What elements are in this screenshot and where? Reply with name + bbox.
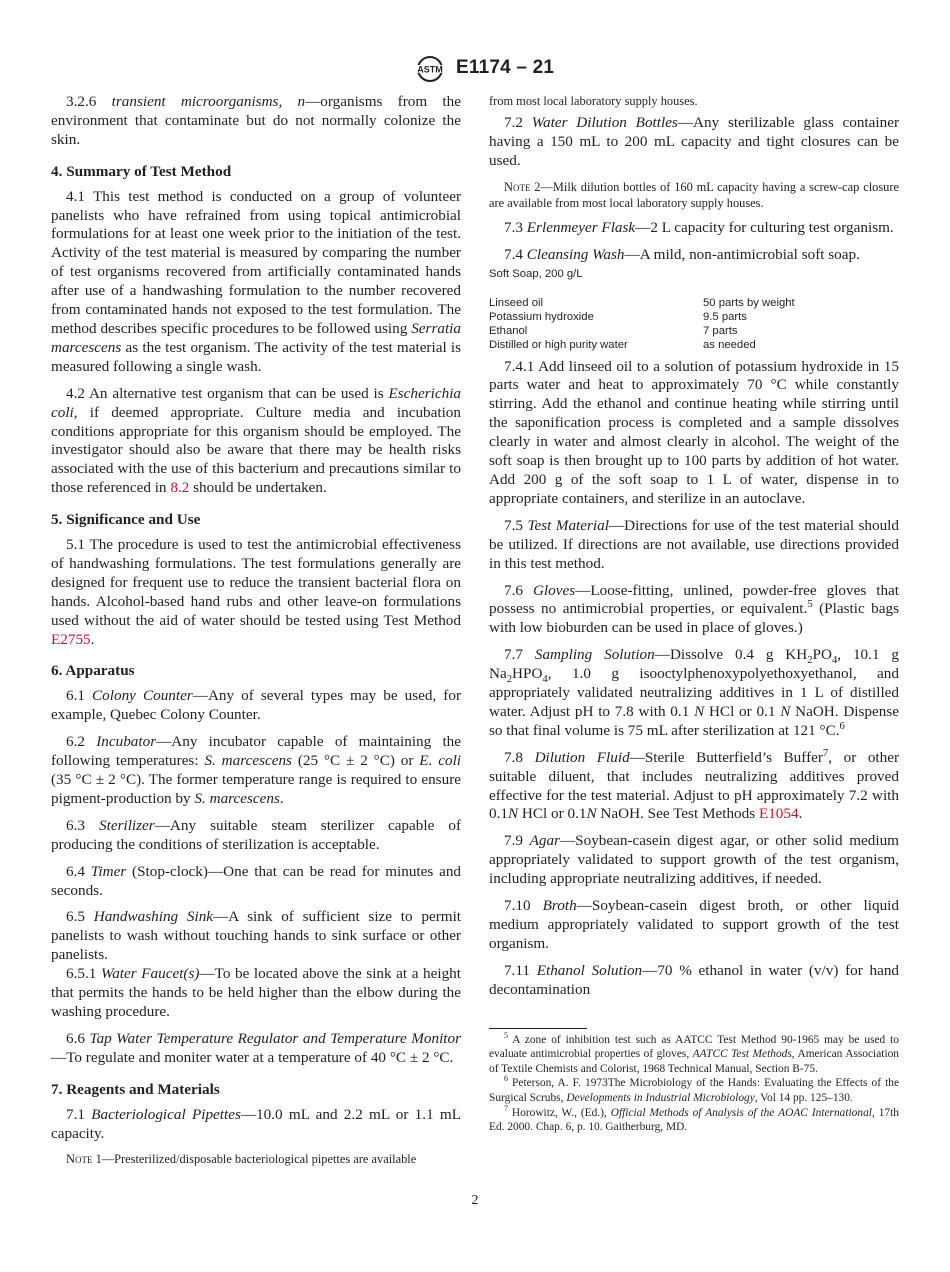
page-header	[0, 56, 950, 82]
footnote-divider	[489, 1028, 587, 1029]
para-7-7: 7.7 Sampling Solution—Dissolve 0.4 g $KH_2PO_4$, 10.1 g $Na_2HPO_4$, 1.0 g isooctylphenoxypolyethoxyethanol, and appropriately validated neutralizing additives in 1 L of distilled water. Adjust pH to 7.8 with 0.1 N HCl or 0.1 N NaOH. Dispense so that final volume is 75 mL after sterilization at 121 °C.$^6$	[489, 646, 900, 739]
recipe-row: Potassium hydroxide 9.5 parts	[489, 310, 747, 323]
footnote-6: $^6$ Peterson, A. F. 1973The Microbiology of the Hands: Evaluating the Effects of the Surgical Scrubs, Developments in Industrial Microbiology, Vol 14 pp. 125–130.	[489, 1074, 899, 1104]
para-6-4: 6.4 Timer (Stop-clock)—One that can be read for minutes and seconds.	[51, 862, 462, 899]
para-7-3: 7.3 Erlenmeyer Flask—2 L capacity for culturing test organism.	[504, 218, 894, 236]
para-4-2: 4.2 An alternative test organism that can be used is Escherichia coli, if deemed appropriate. Culture media and incubation conditions appropriate for this organism should be employed. The investigator should also be aware that there may be health risks associated with the use of this bacterium and precautions similar to those referenced in 8.2 should be undertaken.	[51, 384, 462, 497]
left-column	[51, 93, 461, 1175]
section-heading-5: 5. Significance and Use	[51, 511, 201, 529]
para-6-6: 6.6 Tap Water Temperature Regulator and Temperature Monitor—To regulate and moniter water at a temperature of 40 °C ± 2 °C.	[51, 1029, 462, 1066]
section-heading-4: 4. Summary of Test Method	[51, 162, 232, 180]
recipe-row: Linseed oil 50 parts by weight	[489, 296, 795, 309]
para-4-1: 4.1 This test method is conducted on a group of volunteer panelists who have refrained from using topical antimicrobial formulations for at least one week prior to the initiation of the test. Activity of the test material is measured by comparing the number of test organisms recovered from artificially contaminated hands after use of a handwashing formulation to the number recovered from contaminated hands not exposed to the test formulation. The method describes specific procedures to be followed using Serratia marcescens as the test organism. The activity of the test material is measured following a single wash.	[51, 187, 462, 375]
recipe-row: Ethanol 7 parts	[489, 324, 738, 337]
link-8-2[interactable]: 8.2	[170, 479, 190, 497]
para-6-2: 6.2 Incubator—Any incubator capable of maintaining the following temperatures: S. marcescens (25 °C ± 2 °C) or E. coli (35 °C ± 2 °C). The former temperature range is required to ensure pigment-production by S. marcescens.	[51, 733, 462, 807]
para-7-8: 7.8 Dilution Fluid—Sterile Butterfield’s Buffer$^7$, or other suitable diluent, that includes neutralizing additives proved effective for the test material. Adjust to pH approximately 7.2 with 0.1N HCl or 0.1N NaOH. See Test Methods E1054.	[489, 747, 900, 823]
para-7-9: 7.9 Agar—Soybean-casein digest agar, or other solid medium appropriately validated to support growth of the test organism, including appropriate neutralizing additives, if needed.	[489, 832, 899, 888]
note-1-continued: from most local laboratory supply houses.	[489, 94, 698, 108]
para-7-10: 7.10 Broth—Soybean-casein digest broth, or other liquid medium appropriately validated to support growth of the test organism.	[489, 897, 899, 952]
para-7-1: 7.1 Bacteriological Pipettes—10.0 mL and 2.2 mL or 1.1 mL capacity.	[51, 1105, 461, 1142]
para-6-1: 6.1 Colony Counter—Any of several types may be used, for example, Quebec Colony Counter.	[51, 687, 462, 724]
soft-soap-recipe	[489, 267, 899, 352]
recipe-row: Distilled or high purity water as needed	[489, 338, 756, 351]
page-number: 2	[471, 1193, 479, 1208]
footnote-7: $^7$ Horowitz, W., (Ed.), Official Methods of Analysis of the AOAC International, 17th Ed. 2000. Chap. 6, p. 10. Gaitherburg, MD.	[489, 1103, 899, 1134]
logo-text: ASTM	[417, 64, 443, 75]
section-heading-7: 7. Reagents and Materials	[51, 1080, 220, 1098]
right-column	[489, 93, 899, 1135]
astm-logo-icon	[409, 56, 451, 82]
para-7-4: 7.4 Cleansing Wash—A mild, non-antimicrobial soft soap.	[504, 245, 860, 263]
para-7-6: 7.6 Gloves—Loose-fitting, unlined, powder-free gloves that possess no antimicrobial properties, or equivalent.$^5$ (Plastic bags with low bioburden can be used in place of gloves.)	[489, 581, 900, 637]
para-7-2: 7.2 Water Dilution Bottles—Any sterilizable glass container having a 150 mL to 200 mL capacity and tight closures can be used.	[489, 114, 900, 169]
para-6-5: 6.5 Handwashing Sink—A sink of sufficient size to permit panelists to wash without touching hands to sink surface or other panelists.	[51, 908, 462, 964]
recipe-title: Soft Soap, 200 g/L	[489, 267, 583, 280]
note-1: Note 1—Presterilized/disposable bacteriological pipettes are available	[66, 1152, 417, 1167]
para-3-2-6: 3.2.6 transient microorganisms, n—organisms from the environment that contaminate but do not normally colonize the skin.	[51, 93, 461, 148]
para-7-4-1: 7.4.1 Add linseed oil to a solution of potassium hydroxide in 15 parts water and heat to approximately 70 °C while constantly stirring. Add the ethanol and continue heating while stirring until the saponification process is completed and a sample dissolves clearly in water and almost clearly in alcohol. The weight of the soft soap is then brought up to 100 parts by addition of hot water. Add 200 g of the soft soap to 1 L of water, dispense in to appropriate containers, and sterilize in an autoclave.	[489, 357, 899, 507]
para-5-1: 5.1 The procedure is used to test the antimicrobial effectiveness of handwashing formulations. The test formulations generally are designed for frequent use to reduce the transient bacterial flora on hands. Alcohol-based hand rubs and other leave-on formulations used without the aid of water should be tested using Test Method E2755.	[51, 536, 461, 648]
section-heading-6: 6. Apparatus	[51, 662, 135, 680]
footnote-5: $^5$ A zone of inhibition test such as AATCC Test Method 90-1965 may be used to evaluate antimicrobial properties of gloves, AATCC Test Methods, American Association of Textile Chemists and Colorist, 1968 Technical Manual, Section B-75.	[489, 1030, 900, 1075]
para-6-5-1: 6.5.1 Water Faucet(s)—To be located above the sink at a height that permits the hands to be held higher than the elbow during the washing procedure.	[51, 965, 461, 1020]
document-number: E1174 – 21	[456, 57, 555, 78]
note-2: Note 2—Milk dilution bottles of 160 mL capacity having a screw-cap closure are available from most local laboratory supply houses.	[489, 179, 899, 210]
para-7-5: 7.5 Test Material—Directions for use of the test material should be utilized. If directions are not available, use directions provided in this test method.	[489, 516, 899, 572]
para-6-3: 6.3 Sterilizer—Any suitable steam sterilizer capable of producing the conditions of sterilization is acceptable.	[51, 816, 462, 853]
link-e2755[interactable]: E2755	[51, 630, 91, 648]
link-e1054[interactable]: E1054	[758, 805, 799, 823]
para-7-11: 7.11 Ethanol Solution—70 % ethanol in water (v/v) for hand decontamination	[489, 961, 900, 998]
